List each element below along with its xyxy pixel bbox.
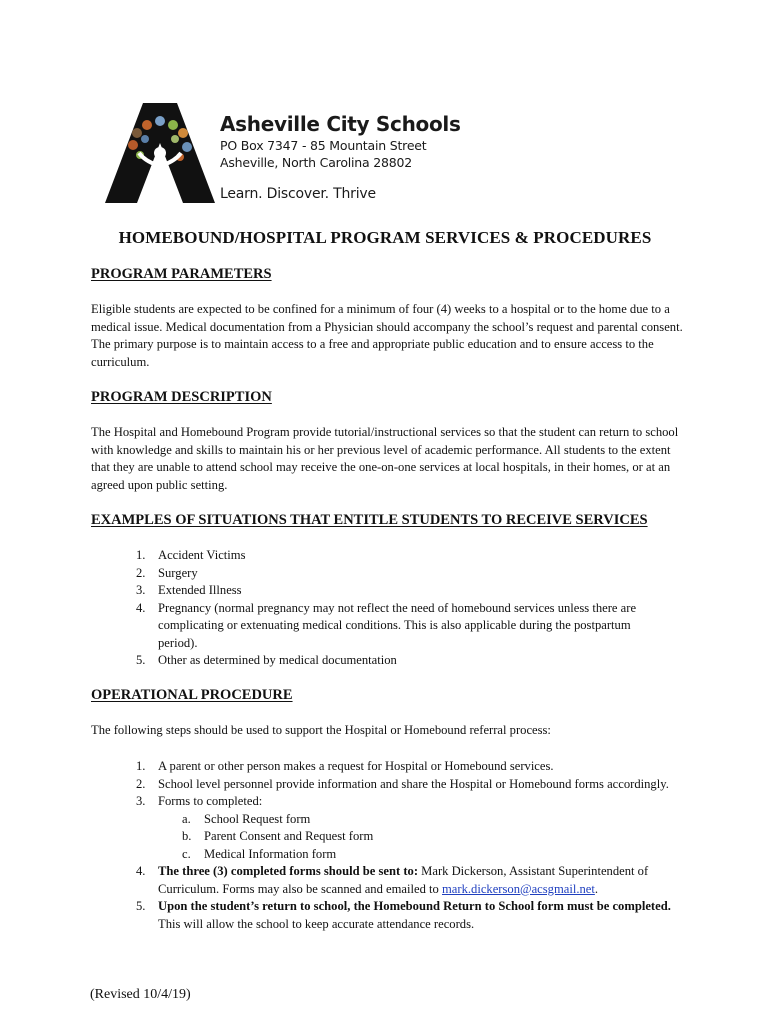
list-item: 1. Accident Victims xyxy=(136,548,246,562)
tree-logo-icon xyxy=(105,103,215,203)
procedure-steps-list xyxy=(112,758,672,933)
email-link[interactable]: mark.dickerson@acsgmail.net xyxy=(442,881,595,896)
address-line-1: PO Box 7347 - 85 Mountain Street xyxy=(220,138,427,153)
list-item: 4. The three (3) completed forms should be sent to: Mark Dickerson, Assistant Superintendent of Curriculum. Forms may also be scanned and emailed to mark.dickerson@acsgmail.net. xyxy=(136,864,649,896)
list-item: 5. Other as determined by medical documentation xyxy=(136,653,397,667)
program-description-text: The Hospital and Homebound Program provide tutorial/instructional services so that the student can return to school with knowledge and skills to maintain his or her previous level of academic performance. All students to the extent that they are unable to attend school may receive the one-on-one services at local hospitals, in their homes, or at an agreed upon public setting. xyxy=(91,425,679,492)
list-item: 5. Upon the student’s return to school, the Homebound Return to School form must be completed. This will allow the school to keep accurate attendance records. xyxy=(136,899,671,931)
sub-list-item: b. Parent Consent and Request form xyxy=(182,829,374,843)
operational-procedure-heading: OPERATIONAL PROCEDURE xyxy=(91,687,293,703)
organization-name: Asheville City Schools xyxy=(220,112,461,136)
document-title: HOMEBOUND/HOSPITAL PROGRAM SERVICES & PROCEDURES xyxy=(118,228,652,247)
program-description-heading: PROGRAM DESCRIPTION xyxy=(91,389,272,405)
letterhead xyxy=(105,103,525,208)
program-parameters-heading: PROGRAM PARAMETERS xyxy=(91,266,272,282)
tagline: Learn. Discover. Thrive xyxy=(220,186,376,202)
sub-list-item: a. School Request form xyxy=(182,811,311,826)
address-line-2: Asheville, North Carolina 28802 xyxy=(220,155,413,170)
list-item: 2. School level personnel provide information and share the Hospital or Homebound forms accordingly. xyxy=(136,776,669,791)
revision-footer: (Revised 10/4/19) xyxy=(90,987,191,1002)
examples-list xyxy=(112,547,672,670)
list-item: 2. Surgery xyxy=(136,565,198,580)
program-parameters-text: Eligible students are expected to be confined for a minimum of four (4) weeks to a hospital or to the home due to a medical issue. Medical documentation from a Physician should accompany the school’s request and parental consent. The primary purpose is to maintain access to a free and appropriate public education and to ensure access to the curriculum. xyxy=(91,302,683,369)
operational-procedure-intro: The following steps should be used to support the Hospital or Homebound referral process: xyxy=(91,723,551,737)
list-item: 4. Pregnancy (normal pregnancy may not reflect the need of homebound services unless there are complicating or extenuating medical conditions. This is also applicable during the postpartum period). xyxy=(136,600,637,650)
list-item: 3. Forms to completed: xyxy=(136,794,263,808)
organization-info xyxy=(220,111,461,202)
list-item: 3. Extended Illness xyxy=(136,583,242,597)
list-item: 1. A parent or other person makes a request for Hospital or Homebound services. xyxy=(136,759,554,773)
sub-list-item: c. Medical Information form xyxy=(182,846,337,861)
examples-heading: EXAMPLES OF SITUATIONS THAT ENTITLE STUDENTS TO RECEIVE SERVICES xyxy=(91,512,648,528)
